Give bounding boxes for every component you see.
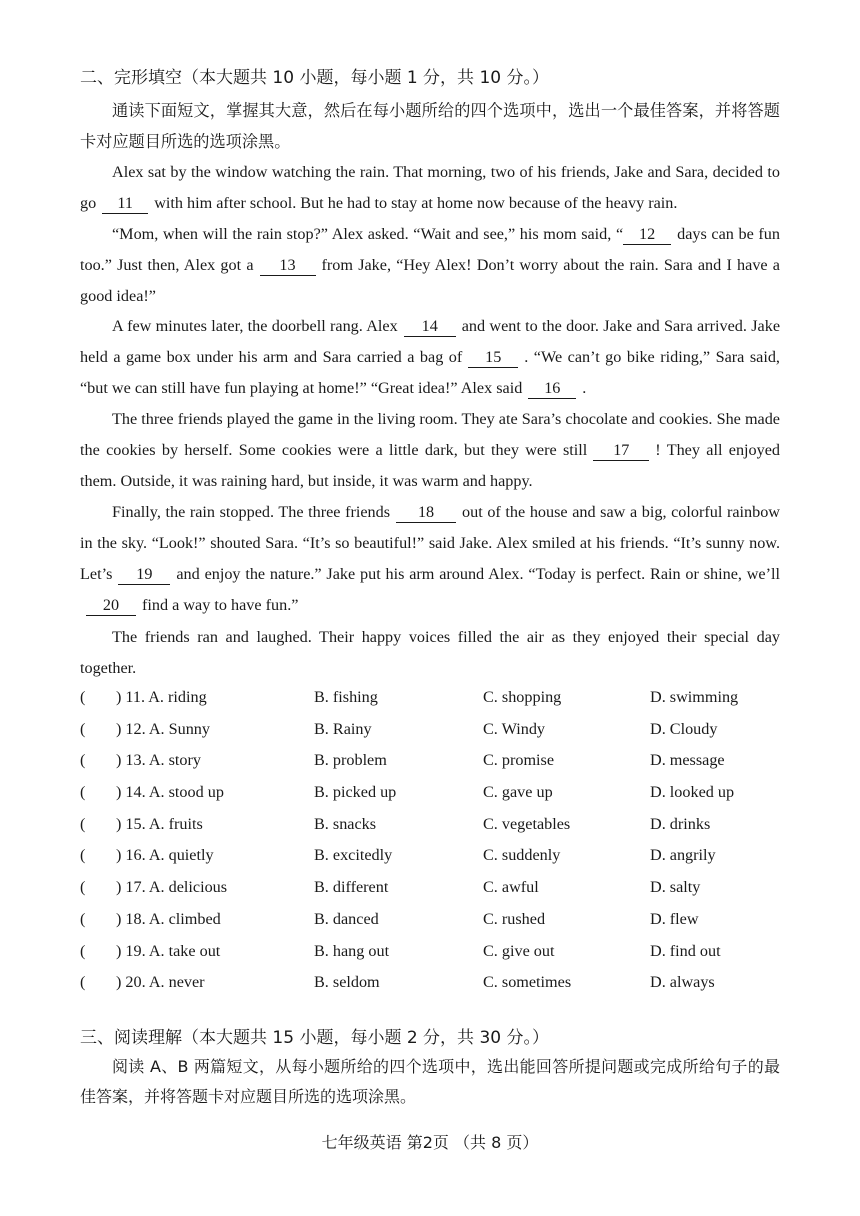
answer-bracket: (: [80, 783, 86, 802]
option-d: D. message: [650, 751, 725, 770]
option-c: C. shopping: [483, 688, 562, 706]
option-d: D. always: [650, 973, 715, 992]
option-b: B. seldom: [314, 973, 380, 992]
answer-bracket: (: [80, 909, 86, 928]
option-c: C. vegetables: [483, 814, 571, 833]
question-12-row: [80, 716, 800, 748]
page-footer: 七年级英语 第2页 （共 8 页）: [321, 1133, 539, 1152]
question-11-row: [80, 684, 800, 716]
blank-19: 19: [118, 564, 170, 585]
question-13-row: [80, 747, 800, 779]
option-d: D. flew: [650, 909, 699, 928]
option-c: C. give out: [483, 941, 555, 960]
option-c: C. awful: [483, 878, 539, 897]
option-b: B. excitedly: [314, 846, 393, 865]
section2-title: 二、完形填空（本大题共 10 小题，每小题 1 分，共 10 分。）: [80, 68, 550, 88]
option-b: B. fishing: [314, 688, 378, 706]
question-20-row: [80, 969, 800, 1001]
answer-bracket: (: [80, 814, 86, 833]
option-c: C. gave up: [483, 783, 553, 802]
option-b: B. danced: [314, 909, 379, 928]
option-d: D. angrily: [650, 846, 716, 865]
question-17-row: [80, 874, 800, 906]
option-d: D. Cloudy: [650, 719, 718, 738]
blank-13: 13: [260, 255, 316, 276]
passage-paragraph-5: Finally, the rain stopped. The three friends 18 out of the house and saw a big, colorful rainbow in the sky. “Look!” shouted Sara. “It’s so beautiful!” said Jake. Alex smiled at his friends. “It’s sunny now. Let’s 19 and enjoy the nature.” Jake put his arm around Alex. “Today is perfect. Rain or shine, we’ll20 find a way to have fun.”: [80, 503, 780, 614]
options-list: [80, 684, 800, 1001]
option-a: ) 17. A. delicious: [116, 878, 228, 897]
option-a: ) 13. A. story: [116, 751, 201, 770]
option-a: ) 11. A. riding: [116, 688, 207, 706]
blank-12: 12: [623, 224, 671, 245]
question-16-row: [80, 842, 800, 874]
option-a: ) 15. A. fruits: [116, 814, 203, 833]
option-c: C. sometimes: [483, 973, 572, 992]
option-d: D. swimming: [650, 688, 739, 706]
answer-bracket: (: [80, 719, 86, 738]
option-b: B. different: [314, 878, 389, 897]
passage-paragraph-3: A few minutes later, the doorbell rang. Alex 14 and went to the door. Jake and Sara arrived. Jake held a game box under his arm and Sara carried a bag of 15 . “We can’t go bike riding,” Sara said, “but we can still have fun playing at home!” “Great idea!” Alex said 16 .: [80, 317, 781, 397]
option-a: ) 14. A. stood up: [116, 783, 224, 802]
option-a: ) 19. A. take out: [116, 941, 221, 960]
blank-11: 11: [102, 193, 148, 214]
blank-18: 18: [396, 502, 456, 523]
question-19-row: [80, 938, 800, 970]
section3-instruction: 阅读 A、B 两篇短文，从每小题所给的四个选项中，选出能回答所提问题或完成所给句子的最佳答案，并将答题卡对应题目所选的选项涂黑。: [80, 1057, 780, 1106]
section3: [80, 1024, 800, 1112]
blank-14: 14: [404, 316, 456, 337]
blank-17: 17: [593, 440, 649, 461]
answer-bracket: (: [80, 751, 86, 770]
blank-16: 16: [528, 378, 576, 399]
option-a: ) 16. A. quietly: [116, 846, 214, 865]
option-c: C. promise: [483, 751, 555, 770]
option-a: ) 12. A. Sunny: [116, 719, 210, 738]
option-d: D. drinks: [650, 814, 711, 833]
question-14-row: [80, 779, 800, 811]
section3-title: 三、阅读理解（本大题共 15 小题，每小题 2 分，共 30 分。）: [80, 1028, 550, 1048]
option-c: C. Windy: [483, 719, 546, 738]
option-d: D. find out: [650, 941, 721, 960]
section2-instruction: 通读下面短文，掌握其大意，然后在每小题所给的四个选项中，选出一个最佳答案，并将答题卡对应题目所选的选项涂黑。: [80, 102, 780, 151]
answer-bracket: (: [80, 688, 86, 706]
option-b: B. Rainy: [314, 719, 372, 738]
question-15-row: [80, 811, 800, 843]
passage-paragraph-2: “Mom, when will the rain stop?” Alex asked. “Wait and see,” his mom said, “ 12 days can be fun too.” Just then, Alex got a 13 from Jake, “Hey Alex! Don’t worry about the rain. Sara and I have a good idea!”: [80, 225, 780, 305]
blank-15: 15: [468, 347, 518, 368]
option-b: B. problem: [314, 751, 387, 770]
option-c: C. suddenly: [483, 846, 561, 865]
option-d: D. looked up: [650, 783, 735, 802]
option-b: B. picked up: [314, 783, 397, 802]
blank-20: 20: [86, 595, 136, 616]
option-d: D. salty: [650, 878, 701, 897]
passage-paragraph-1: Alex sat by the window watching the rain. That morning, two of his friends, Jake and Sara, decided to go 11 with him after school. But he had to stay at home now because of the heavy rain.: [80, 163, 780, 212]
question-18-row: [80, 906, 800, 938]
passage-paragraph-4: The three friends played the game in the living room. They ate Sara’s chocolate and cookies. She made the cookies by herself. Some cookies were a little dark, but they were still 17 ! They all enjoyed them. Outside, it was raining hard, but inside, it was warm and happy.: [80, 410, 780, 490]
passage-paragraph-6: The friends ran and laughed. Their happy voices filled the air as they enjoyed their special day together.: [80, 628, 780, 677]
option-a: ) 20. A. never: [116, 973, 205, 992]
answer-bracket: (: [80, 846, 86, 865]
option-b: B. snacks: [314, 814, 377, 833]
option-b: B. hang out: [314, 941, 390, 960]
answer-bracket: (: [80, 878, 86, 897]
answer-bracket: (: [80, 941, 86, 960]
option-c: C. rushed: [483, 909, 546, 928]
option-a: ) 18. A. climbed: [116, 909, 221, 928]
answer-bracket: (: [80, 973, 86, 992]
